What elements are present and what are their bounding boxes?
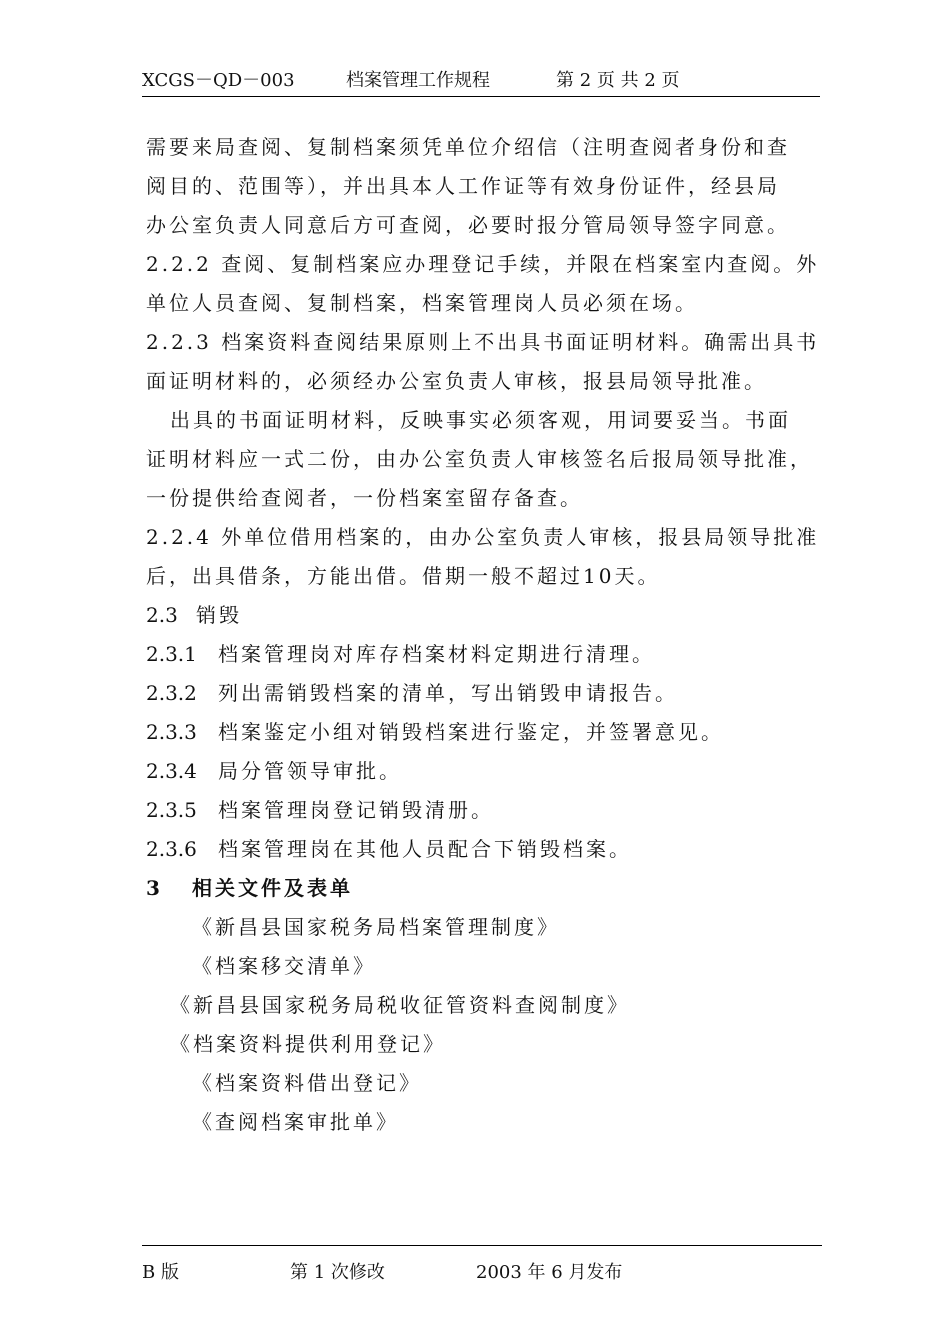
item-number: 2.3.1 (146, 642, 197, 666)
list-item (146, 674, 678, 712)
item-text: 局分管领导审批。 (218, 759, 402, 783)
item-text: 档案鉴定小组对销毁档案进行鉴定，并签署意见。 (218, 720, 724, 744)
list-item (146, 830, 632, 868)
item-number: 2.3.4 (146, 759, 197, 783)
text-line: 办公室负责人同意后方可查阅，必要时报分管局领导签字同意。 (146, 213, 790, 237)
related-doc: 《档案资料借出登记》 (192, 1071, 422, 1095)
list-item (146, 635, 655, 673)
related-doc: 《新昌县国家税务局档案管理制度》 (192, 915, 560, 939)
text-line: 阅目的、范围等），并出具本人工作证等有效身份证件，经县局 (146, 174, 780, 198)
item-text: 档案管理岗对库存档案材料定期进行清理。 (218, 642, 655, 666)
text-line: 出具的书面证明材料，反映事实必须客观，用词要妥当。书面 (170, 408, 791, 432)
item-number: 2.3.5 (146, 798, 197, 822)
text-line: 一份提供给查阅者，一份档案室留存备查。 (146, 486, 583, 510)
revision-label: 第 1 次修改 (290, 1262, 385, 1283)
text-line: 2.2.2 查阅、复制档案应办理登记手续，并限在档案室内查阅。外 (146, 252, 820, 276)
section-title: 销毁 (196, 603, 242, 627)
item-number: 2.3.2 (146, 681, 197, 705)
related-doc: 《新昌县国家税务局税收征管资料查阅制度》 (170, 993, 630, 1017)
item-text: 档案管理岗在其他人员配合下销毁档案。 (218, 837, 632, 861)
section-heading-2-3 (146, 596, 242, 634)
doc-code: XCGS－QD－003 (142, 70, 295, 91)
related-doc: 《查阅档案审批单》 (192, 1110, 399, 1134)
list-item (146, 713, 724, 751)
version-label: B 版 (142, 1262, 179, 1283)
item-number: 2.3.3 (146, 720, 197, 744)
item-text: 列出需销毁档案的清单，写出销毁申请报告。 (218, 681, 678, 705)
release-date: 2003 年 6 月发布 (476, 1262, 623, 1283)
list-item (146, 791, 494, 829)
footer-divider (142, 1245, 822, 1246)
item-text: 档案管理岗登记销毁清册。 (218, 798, 494, 822)
page-header (142, 66, 820, 97)
text-line: 证明材料应一式二份，由办公室负责人审核签名后报局领导批准， (146, 447, 813, 471)
page-info: 第 2 页 共 2 页 (556, 70, 680, 91)
text-line: 后，出具借条，方能出借。借期一般不超过10天。 (146, 564, 661, 588)
section-number: 3 (146, 876, 160, 900)
doc-title: 档案管理工作规程 (346, 70, 490, 91)
text-line: 需要来局查阅、复制档案须凭单位介绍信（注明查阅者身份和查 (146, 135, 790, 159)
related-doc: 《档案移交清单》 (192, 954, 376, 978)
item-number: 2.3.6 (146, 837, 197, 861)
related-doc: 《档案资料提供利用登记》 (170, 1032, 446, 1056)
section-heading-3 (146, 869, 353, 907)
section-title: 相关文件及表单 (192, 876, 353, 900)
text-line: 面证明材料的，必须经办公室负责人审核，报县局领导批准。 (146, 369, 767, 393)
text-line: 单位人员查阅、复制档案，档案管理岗人员必须在场。 (146, 291, 698, 315)
section-number: 2.3 (146, 603, 178, 627)
text-line: 2.2.3 档案资料查阅结果原则上不出具书面证明材料。确需出具书 (146, 330, 820, 354)
text-line: 2.2.4 外单位借用档案的，由办公室负责人审核，报县局领导批准 (146, 525, 820, 549)
list-item (146, 752, 402, 790)
